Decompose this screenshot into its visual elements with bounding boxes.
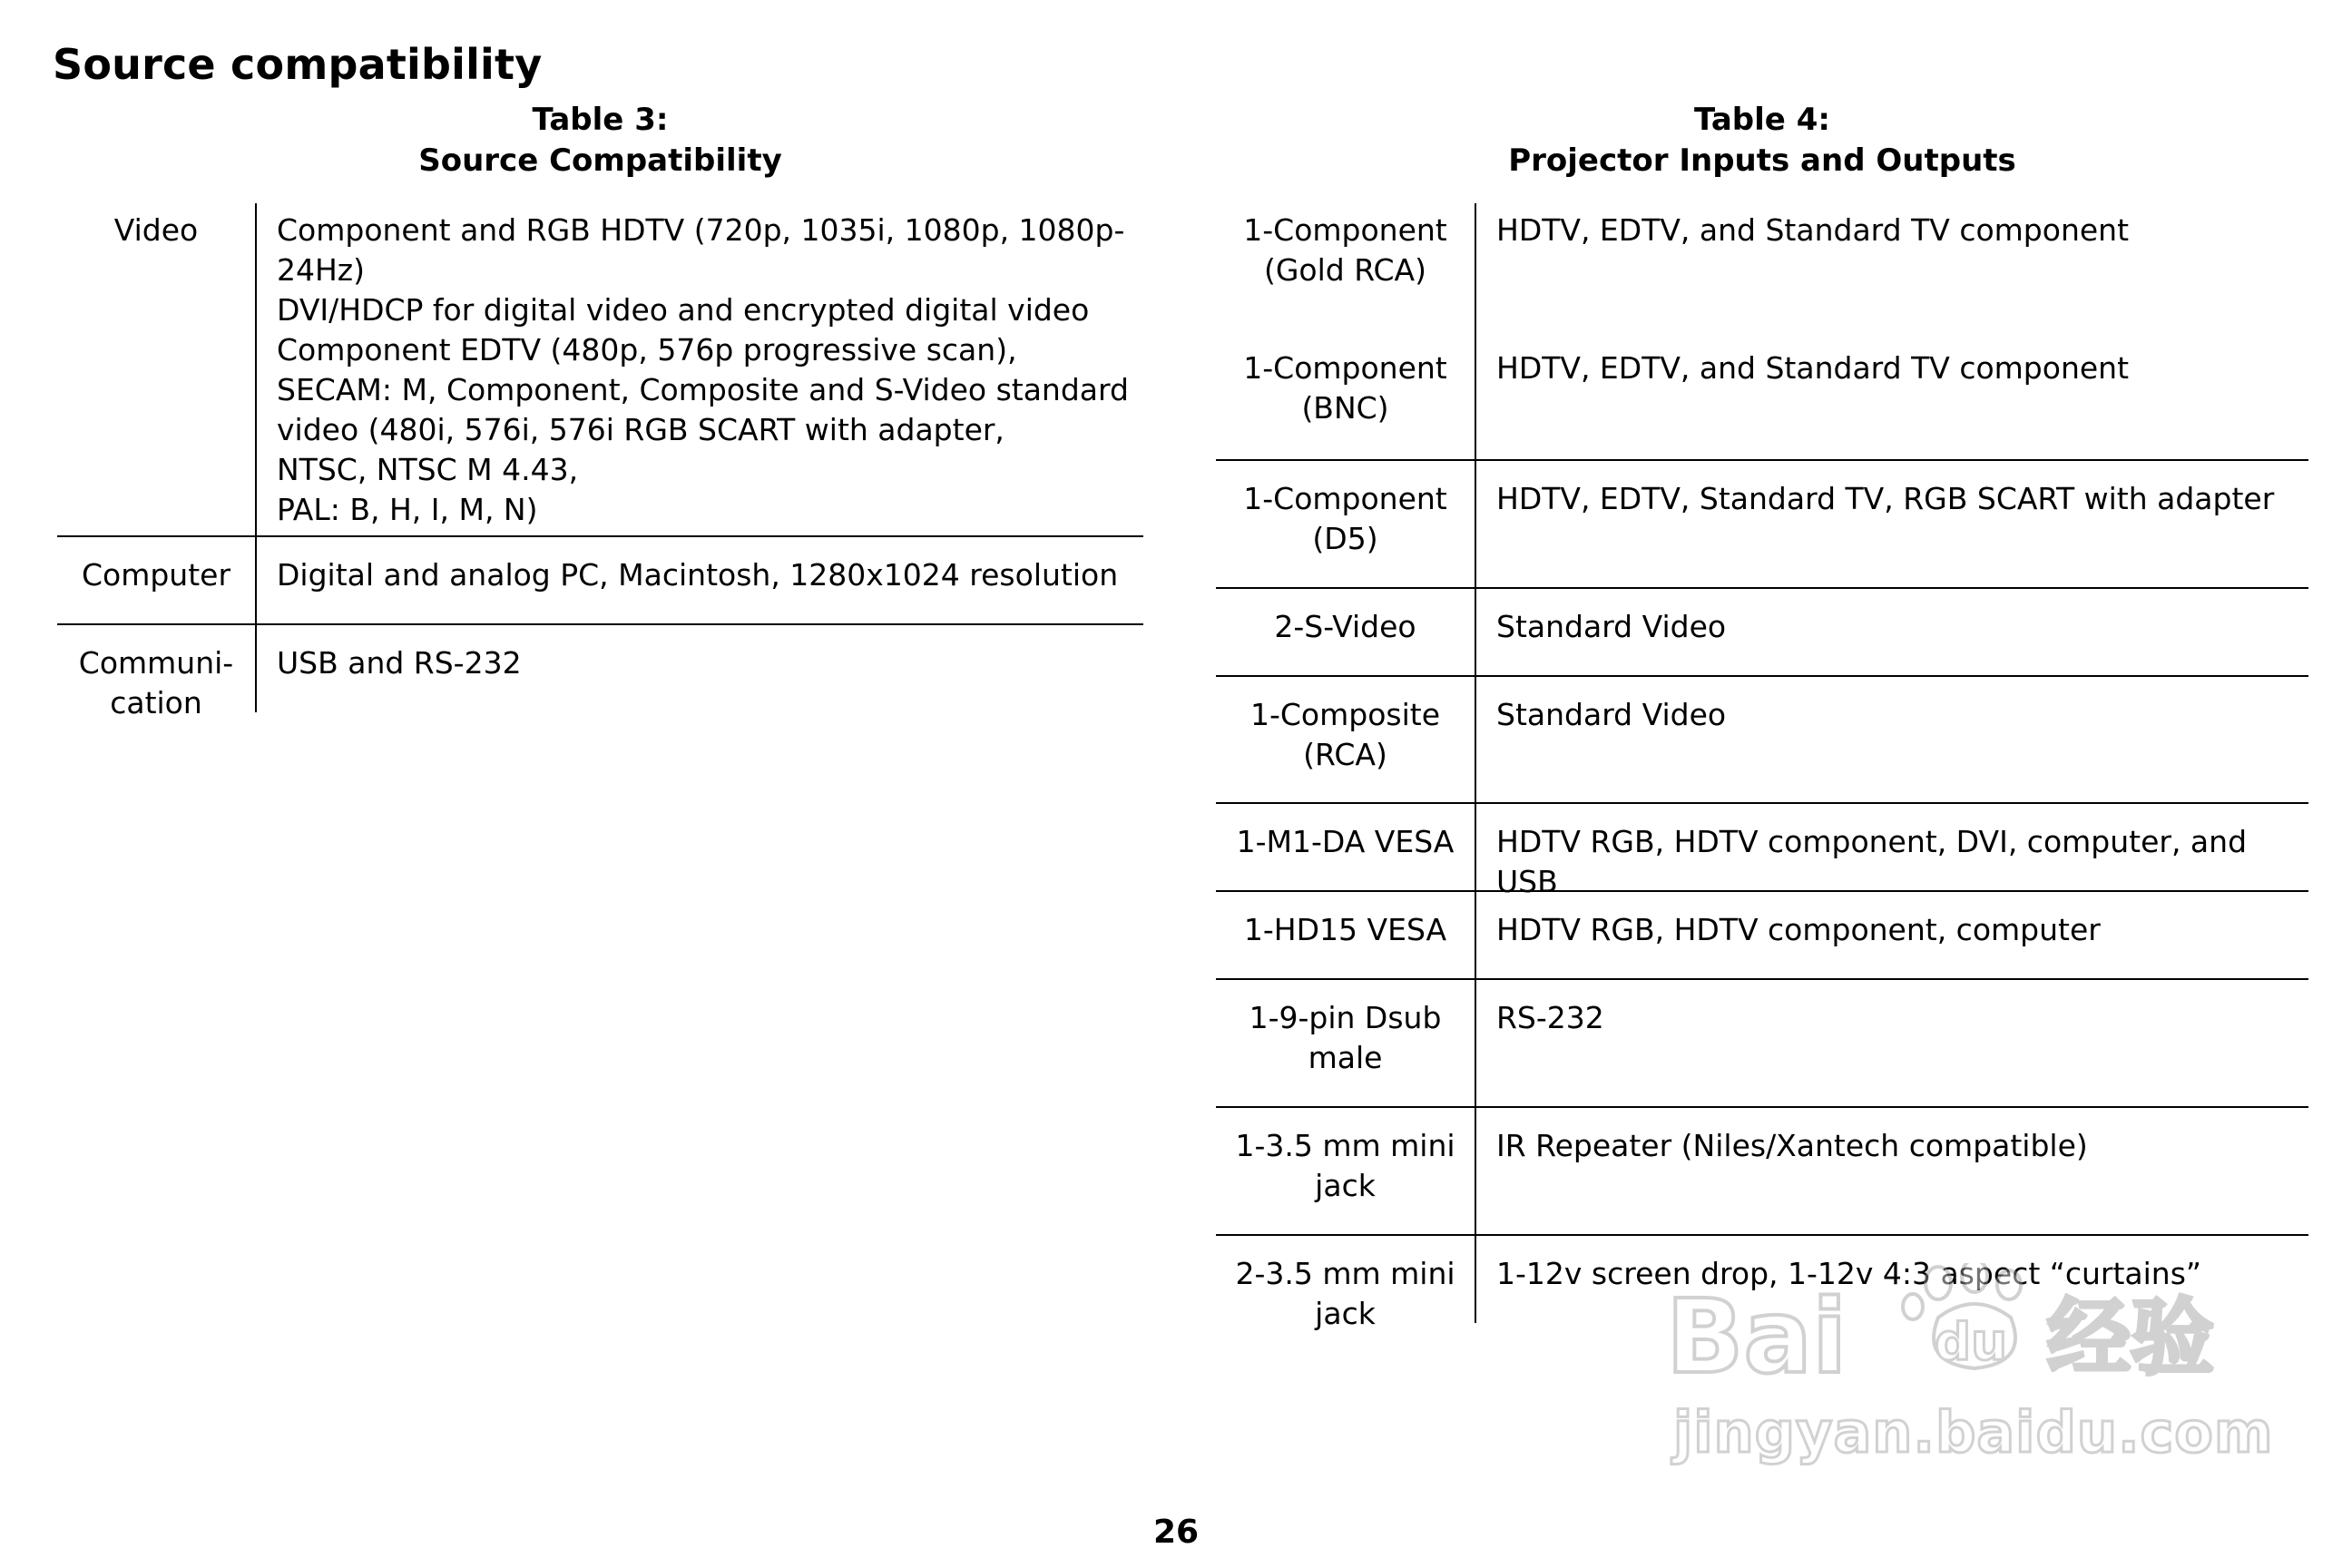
table-row <box>1216 330 2308 459</box>
row-value: RS-232 <box>1496 1000 1604 1035</box>
baidu-logo-icon <box>1666 1263 2229 1381</box>
watermark-url: jingyan.baidu.com <box>1673 1399 2274 1465</box>
table-row <box>57 535 1143 623</box>
row-value: HDTV RGB, HDTV component, DVI, computer, and USB <box>1496 824 2248 899</box>
row-value: Standard Video <box>1496 697 1727 732</box>
row-label: Communi- cation <box>57 625 257 712</box>
section-title: Source compatibility <box>53 40 543 89</box>
table-row <box>1216 802 2308 899</box>
row-label: 2-3.5 mm mini jack <box>1216 1236 1476 1323</box>
table-row <box>1216 890 2308 978</box>
table-row <box>57 623 1143 720</box>
row-value: Digital and analog PC, Macintosh, 1280x1024 resolution <box>277 557 1119 593</box>
table-row <box>1216 1106 2308 1234</box>
row-label: 1-3.5 mm mini jack <box>1216 1108 1476 1234</box>
table3-caption-title: Source Compatibility <box>418 142 782 179</box>
row-label: 1-HD15 VESA <box>1216 892 1476 978</box>
row-label: 1-M1-DA VESA <box>1216 804 1476 890</box>
table4-caption-number: Table 4: <box>1694 102 1830 138</box>
row-value: HDTV, EDTV, and Standard TV component <box>1496 212 2130 248</box>
row-value: Standard Video <box>1496 609 1727 644</box>
row-label: 1-9-pin Dsub male <box>1216 980 1476 1106</box>
table4-caption <box>1216 100 2308 181</box>
row-value: HDTV, EDTV, Standard TV, RGB SCART with adapter <box>1496 481 2275 516</box>
table-row <box>1216 459 2308 587</box>
table3-caption <box>57 100 1143 181</box>
watermark-logo-du: du <box>1935 1313 2007 1372</box>
table-row <box>57 203 1143 535</box>
table3-caption-number: Table 3: <box>532 102 669 138</box>
page-number: 26 <box>1152 1514 1200 1551</box>
row-label: 2-S-Video <box>1216 589 1476 675</box>
table-row <box>1216 587 2308 675</box>
row-label: 1-Composite (RCA) <box>1216 677 1476 802</box>
row-value: HDTV, EDTV, and Standard TV component <box>1496 350 2130 386</box>
row-value: USB and RS-232 <box>277 645 522 681</box>
table-row <box>1216 978 2308 1106</box>
watermark-cjk: 经验 <box>2047 1289 2215 1381</box>
row-label: 1-Component (Gold RCA) <box>1216 203 1476 330</box>
row-label: Video <box>57 203 257 535</box>
row-label: 1-Component (BNC) <box>1216 330 1476 459</box>
row-value: Component and RGB HDTV (720p, 1035i, 1080p, 1080p-24Hz) DVI/HDCP for digital video and encrypted digital video Component EDTV (480p, 576p progressive scan), SECAM: M, Component, Composite and S-Video standard video (480i, 576i, 576i RGB SCART with adapter, NTSC, NTSC M 4.43, PAL: B, H, I, M, N) <box>277 212 1129 527</box>
row-value: HDTV RGB, HDTV component, computer <box>1496 912 2101 947</box>
table4-caption-title: Projector Inputs and Outputs <box>1508 142 2016 179</box>
row-value: 1-12v screen drop, 1-12v 4:3 aspect “curtains” <box>1496 1256 2202 1291</box>
row-label: Computer <box>57 537 257 623</box>
table-row <box>1216 203 2308 330</box>
baidu-watermark <box>1666 1263 2274 1490</box>
row-label: 1-Component (D5) <box>1216 461 1476 587</box>
source-compatibility-table <box>57 203 1143 720</box>
watermark-logo-text: Bai <box>1666 1279 1847 1381</box>
row-value: IR Repeater (Niles/Xantech compatible) <box>1496 1128 2088 1163</box>
table-row <box>1216 675 2308 802</box>
